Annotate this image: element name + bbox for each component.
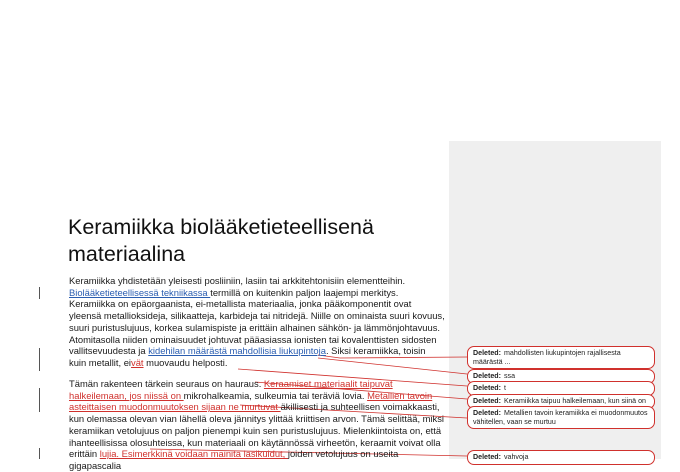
text-run: Tämän rakenteen tärkein seuraus on hauraus. — [69, 378, 264, 389]
comment-balloon-deleted[interactable] — [467, 450, 655, 465]
paragraph-1[interactable] — [69, 275, 445, 369]
tracked-insertion[interactable]: vät — [131, 356, 144, 368]
comment-label: Deleted: — [473, 384, 501, 392]
comment-label: Deleted: — [473, 453, 501, 461]
change-bar — [39, 287, 40, 299]
comment-balloon-deleted[interactable] — [467, 346, 655, 369]
comment-text: Metallien tavoin keramiikka ei muodonmuutos vähitellen, vaan se murtuu — [473, 409, 648, 426]
comment-text: Keramiikka taipuu halkeilemaan, kun siinä on — [504, 397, 646, 405]
text-run: Keramiikka yhdistetään yleisesti posliiniin, lasiin tai arkkitehtonisiin elementteihin. — [69, 275, 406, 286]
change-bar — [39, 348, 40, 371]
change-bar — [39, 448, 40, 459]
tracked-insertion[interactable]: lujia. Esimerkkinä voidaan mainita lasikuidut, — [99, 448, 288, 460]
paragraph-2[interactable] — [69, 378, 445, 472]
text-run: termillä on kuitenkin paljon laajempi merkitys. Keramiikka on epäorgaanista, ei-metallista materiaalia, jonka pääkomponentit ovat yleensä metallioksideja, silikaatteja, karbideja tai nitridejä. Niille on ominaista suuri kovuus, suuri puristuslujuus, korkea sulamispiste ja erittäin alhainen sähkön- ja lämmönjohtavuus. Atomitasolla niiden ominaisuudet johtuvat pääasiassa ionisten tai kovalenttisten sidosten vallitsevuudesta ja — [69, 286, 445, 357]
document-title: Keramiikka biolääketieteellisenä materiaalina — [68, 215, 374, 266]
comment-text: t — [504, 384, 506, 392]
comment-balloon-deleted[interactable] — [467, 406, 655, 429]
text-run: helposti. — [189, 356, 228, 368]
text-run: joiden vetolujuus on useita gigapascalia — [69, 448, 399, 471]
comment-label: Deleted: — [473, 372, 501, 380]
comment-text: vahvoja — [504, 453, 529, 461]
tracked-insertion[interactable]: kidehilan määrästä mahdollisia liukupintoja — [148, 345, 326, 357]
change-bar — [39, 388, 40, 412]
tracked-insertion[interactable]: Biolääketieteellisessä tekniikassa — [69, 286, 211, 298]
text-run: äkillisesti ja suhteellisen voimakkaasti, kun olemassa olevan vian lähellä oleva jännitys ylittää kriittisen arvon. Tämä selittää, miksi keramiikan vetolujuus on paljon pienempi kuin sen puristuslujuus. Mielenkiintoista on, että ihanteellisissa olosuhteissa, kun materiaali on käytännössä virheetön, keraamit voivat olla erittäin — [69, 401, 445, 460]
text-run: . Siksi keramiikka, toisin kuin metallit, ei — [69, 345, 426, 368]
comment-label: Deleted: — [473, 397, 501, 405]
comment-label: Deleted: — [473, 349, 501, 357]
text-run: muovaudu — [143, 356, 190, 368]
comment-text: mahdollisten liukupintojen rajallisesta määrästä ... — [473, 349, 621, 366]
tracked-insertion[interactable]: Keraamiset materiaalit taipuvat halkeilemaan, jos niissä on — [69, 378, 393, 401]
tracked-insertion[interactable]: Metallien tavoin asteittaisen muodonmuutoksen sijaan ne murtuvat — [69, 389, 433, 413]
comment-text: ssa — [504, 372, 516, 380]
text-run: mikrohalkeamia, sulkeumia tai teräviä lovia. — [183, 389, 368, 401]
comment-label: Deleted: — [473, 409, 501, 417]
